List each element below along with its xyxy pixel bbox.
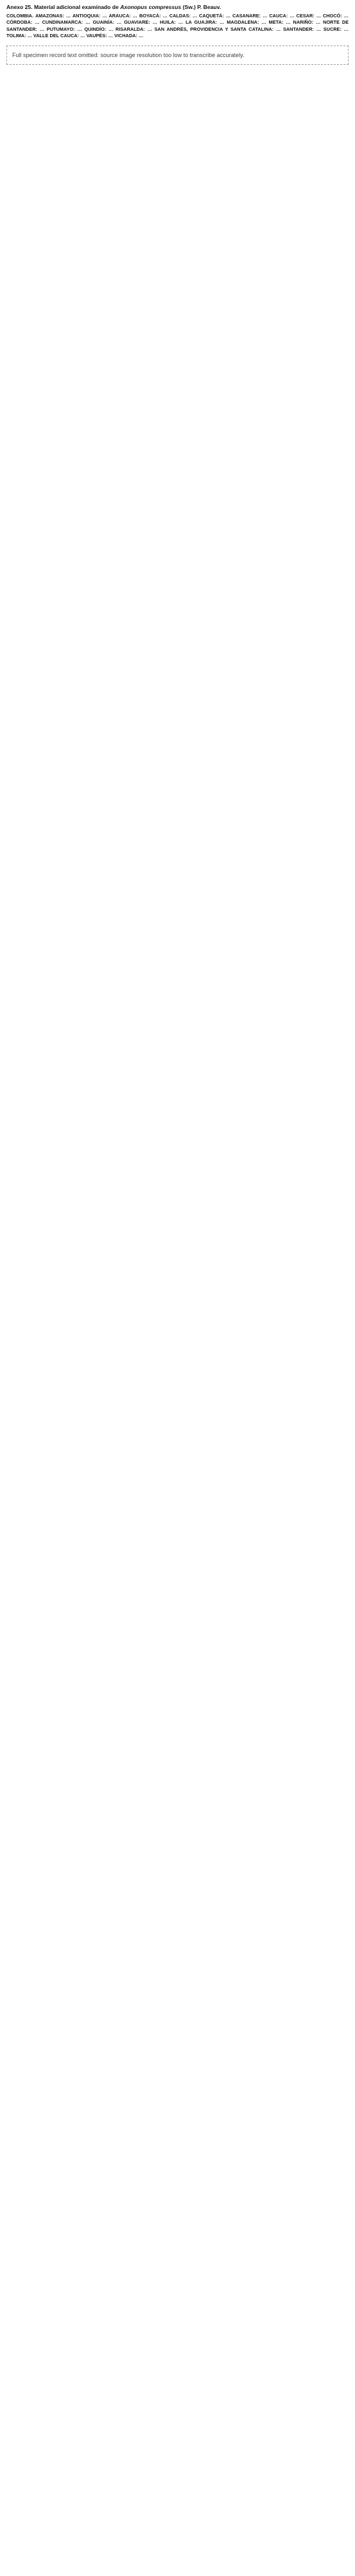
department-heading: LA GUAJIRA: … bbox=[186, 19, 227, 26]
department-heading: BOYACÁ: … bbox=[139, 13, 169, 19]
specimen-list bbox=[6, 13, 349, 39]
title-prefix: Anexo 25. Material adicional examinado de bbox=[6, 4, 119, 10]
department-heading: SAN ANDRÉS, PROVIDENCIA Y SANTA CATALINA: … bbox=[154, 26, 283, 32]
department-heading: PUTUMAYO: … bbox=[46, 26, 85, 32]
department-heading: CHOCÓ: … bbox=[322, 13, 349, 19]
page-title bbox=[6, 4, 349, 11]
department-list bbox=[6, 13, 349, 38]
department-heading: GUAINÍA: … bbox=[92, 19, 125, 26]
department-heading: META: … bbox=[268, 19, 293, 26]
department-heading: CALDAS: … bbox=[169, 13, 200, 19]
department-heading: CASANARE: … bbox=[232, 13, 270, 19]
species-name: Axonopus compressus bbox=[120, 4, 182, 10]
department-heading: QUINDÍO: … bbox=[84, 26, 116, 32]
department-heading: VAUPÉS: … bbox=[86, 32, 114, 38]
department-heading: MAGDALENA: … bbox=[227, 19, 269, 26]
department-heading: CAUCA: … bbox=[269, 13, 297, 19]
species-authority: (Sw.) P. Beauv. bbox=[182, 4, 221, 10]
country-heading: COLOMBIA. bbox=[6, 13, 34, 19]
department-heading: CAQUETÁ: … bbox=[199, 13, 233, 19]
transcription-notice: Full specimen record text omitted: source image resolution too low to transcribe accurately. bbox=[6, 46, 349, 65]
department-heading: CESAR: … bbox=[296, 13, 323, 19]
department-heading: SUCRE: … bbox=[323, 26, 349, 32]
department-heading: HUILA: … bbox=[159, 19, 186, 26]
department-heading: ANTIOQUIA: … bbox=[72, 13, 109, 19]
department-heading: GUAVIARE: … bbox=[124, 19, 160, 26]
department-heading: NARIÑO: … bbox=[293, 19, 324, 26]
department-heading: CÓRDOBA: … bbox=[6, 19, 42, 26]
department-heading: VICHADA: … bbox=[114, 32, 144, 38]
department-heading: RISARALDA: … bbox=[116, 26, 155, 32]
department-heading: VALLE DEL CAUCA: … bbox=[33, 32, 87, 38]
department-heading: ARAUCA: … bbox=[108, 13, 139, 19]
department-heading: NORTE DE SANTANDER: … bbox=[6, 19, 349, 32]
department-heading: AMAZONAS: … bbox=[35, 13, 73, 19]
department-heading: TOLIMA: … bbox=[6, 32, 33, 38]
department-heading: SANTANDER: … bbox=[282, 26, 324, 32]
department-heading: CUNDINAMARCA: … bbox=[42, 19, 93, 26]
